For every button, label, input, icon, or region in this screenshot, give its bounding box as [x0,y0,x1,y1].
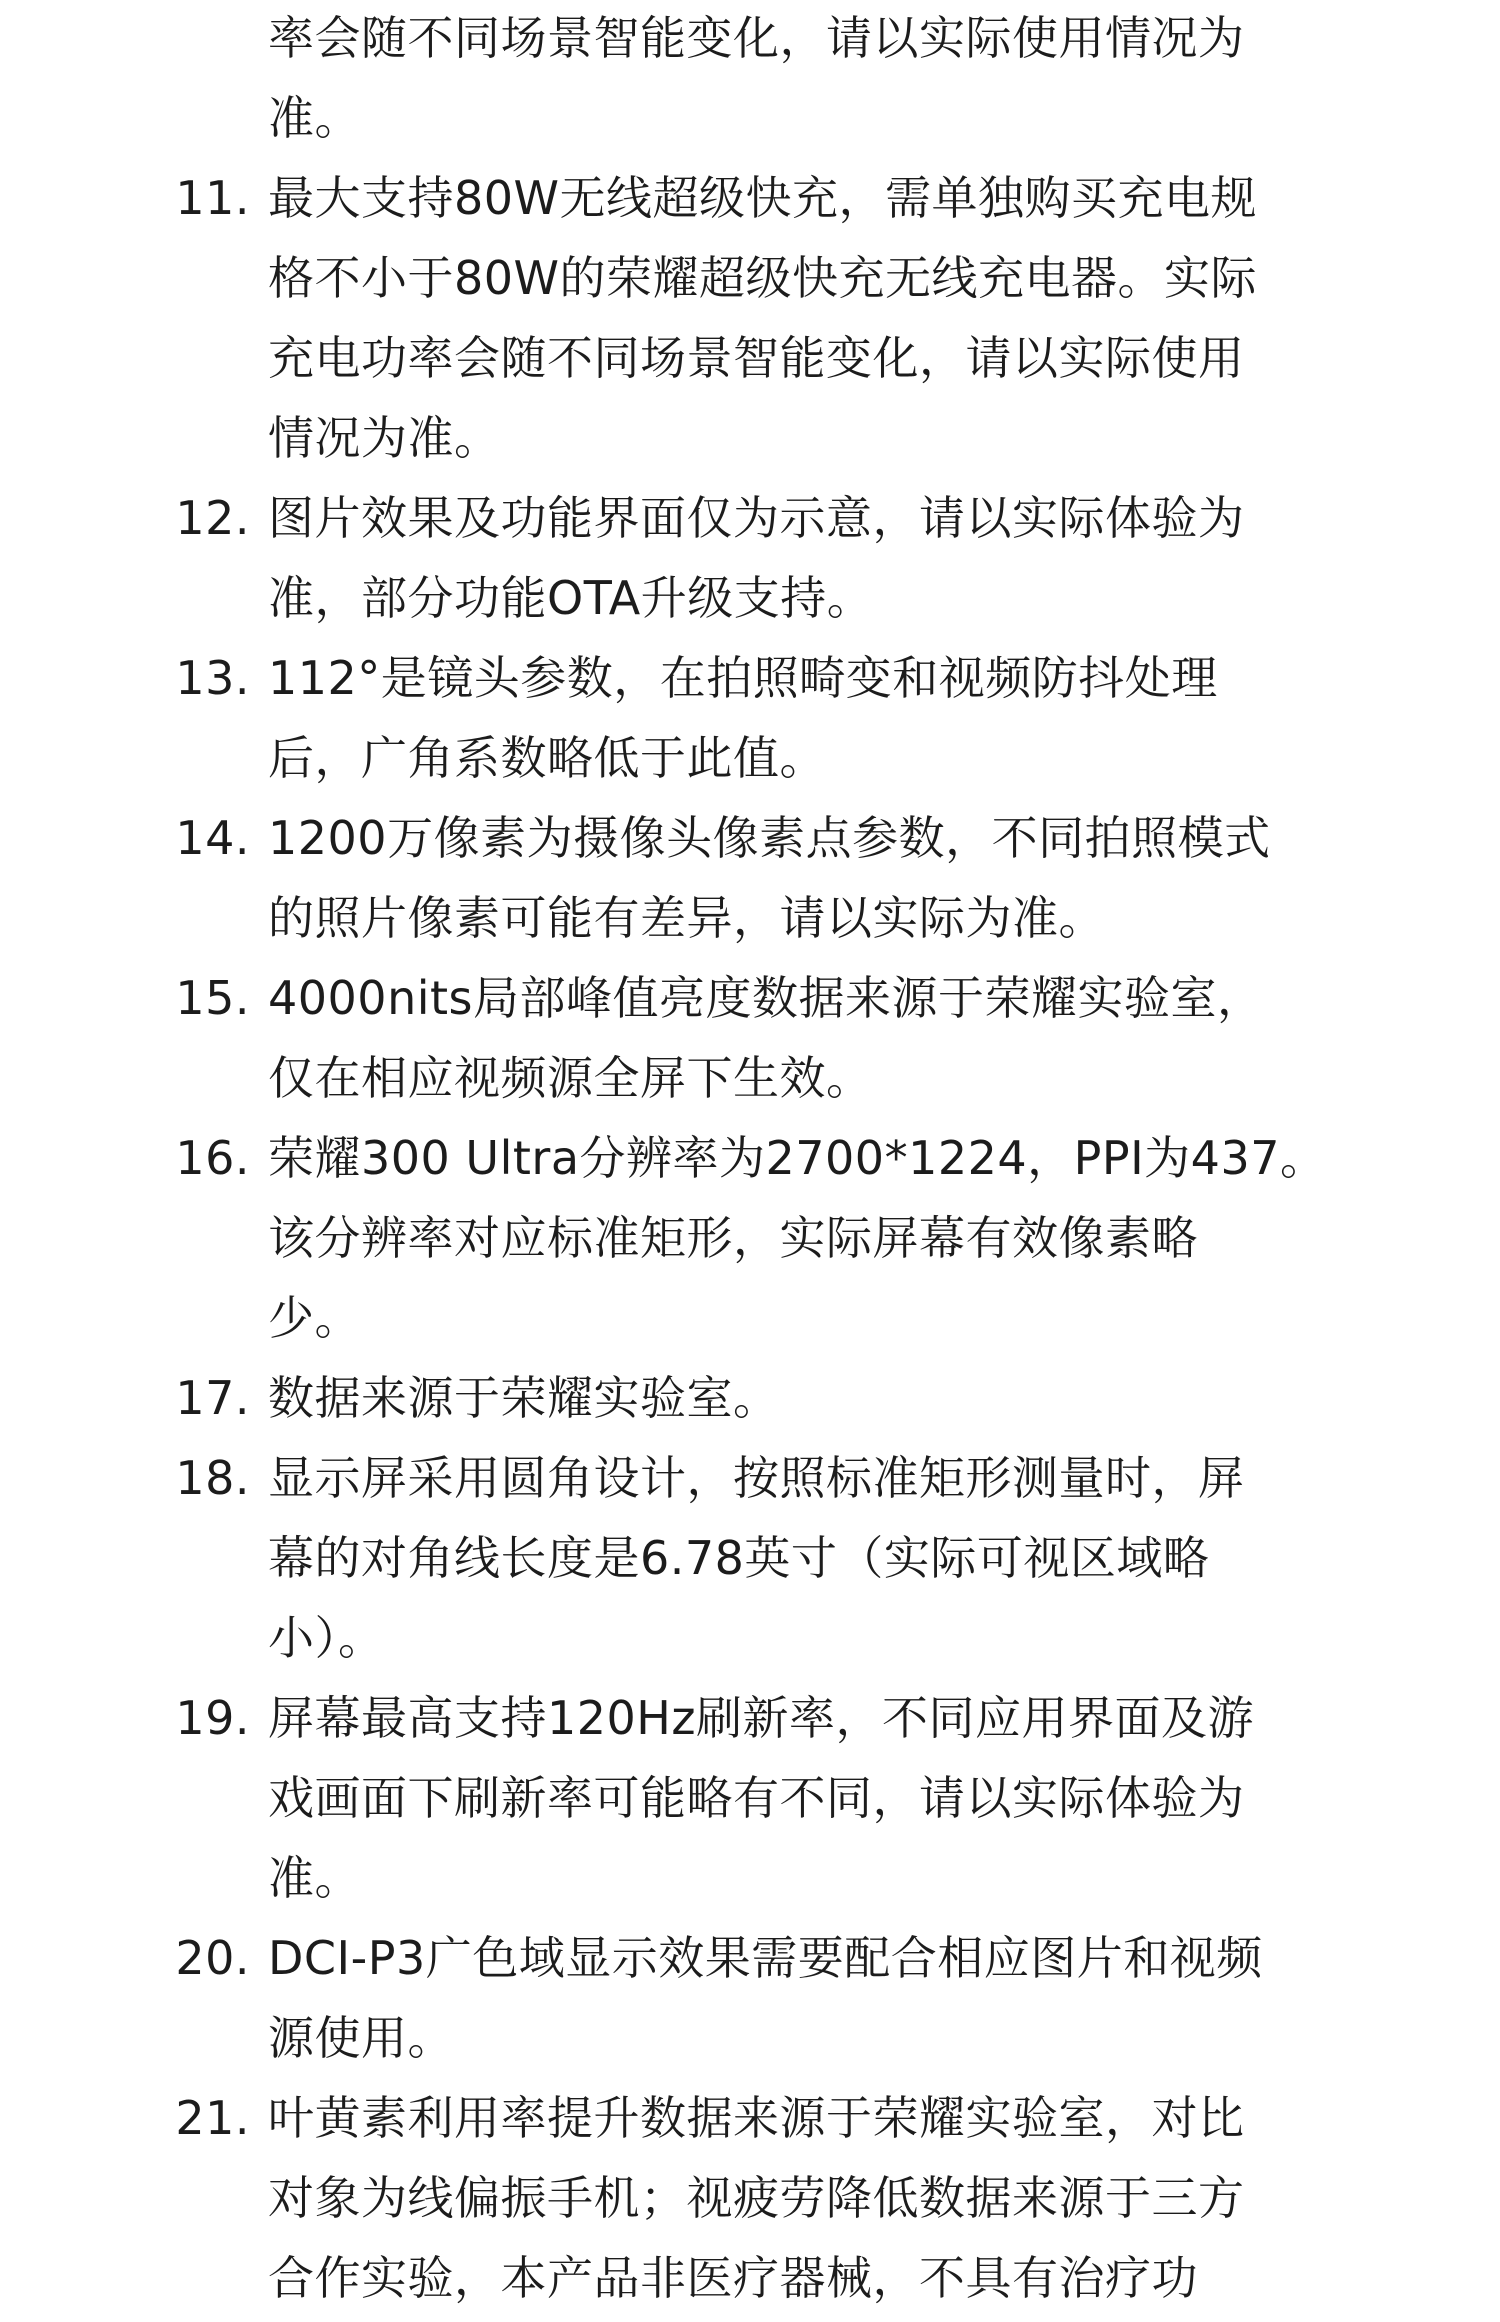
footnote-text [268,1678,1468,1918]
footnote-text-line: 率会随不同场景智能变化，请以实际使用情况为 [268,11,1245,65]
footnote-item [0,158,1500,478]
footnote-text-line: 戏画面下刷新率可能略有不同，请以实际体验为 [268,1771,1245,1825]
footnote-text-line: 对象为线偏振手机；视疲劳降低数据来源于三方 [268,2171,1245,2225]
footnote-text-line: 格不小于80W的荣耀超级快充无线充电器。实际 [268,251,1258,305]
footnote-text-line: 显示屏采用圆角设计，按照标准矩形测量时，屏 [268,1451,1245,1505]
footnote-number: 15. [175,971,250,1025]
footnote-text-line: 少。 [268,1291,361,1345]
footnote-item [0,1358,1500,1438]
footnote-text-line: 仅在相应视频源全屏下生效。 [268,1051,873,1105]
footnote-text-line: 数据来源于荣耀实验室。 [268,1371,780,1425]
footnote-number: 17. [175,1371,250,1425]
footnote-number: 20. [175,1931,250,1985]
footnote-text-line: DCI-P3广色域显示效果需要配合相应图片和视频 [268,1931,1263,1985]
footnote-number: 21. [175,2091,250,2145]
footnote-text [268,478,1468,638]
footnote-text-line: 情况为准。 [268,411,501,465]
footnote-text [268,638,1468,798]
footnote-text-line: 准。 [268,1851,361,1905]
footnote-text-line: 荣耀300 Ultra分辨率为2700*1224，PPI为437。 [268,1131,1327,1185]
footnote-number: 11. [175,171,250,225]
footnote-number: 19. [175,1691,250,1745]
footnote-text-line: 4000nits局部峰值亮度数据来源于荣耀实验室， [268,971,1264,1025]
footnote-text [268,1358,1468,1438]
footnote-text-line: 源使用。 [268,2011,454,2065]
footnote-text [268,798,1468,958]
footnote-text-line: 合作实验，本产品非医疗器械，不具有治疗功 [268,2251,1198,2305]
footnote-item [0,958,1500,1118]
footnote-item [0,1678,1500,1918]
footnote-text-line: 充电功率会随不同场景智能变化，请以实际使用 [268,331,1245,385]
footnote-text [268,1918,1468,2078]
footnote-item [0,798,1500,958]
footnote-text-line: 准，部分功能OTA升级支持。 [268,571,874,625]
footnote-text-line: 屏幕最高支持120Hz刷新率，不同应用界面及游 [268,1691,1255,1745]
footnote-text [268,1118,1468,1358]
footnote-text [268,158,1468,478]
footnote-number: 18. [175,1451,250,1505]
footnote-text-line: 图片效果及功能界面仅为示意，请以实际体验为 [268,491,1245,545]
footnote-text-line: 叶黄素利用率提升数据来源于荣耀实验室，对比 [268,2091,1245,2145]
footnote-item [0,2078,1500,2318]
footnote-text [268,1438,1468,1678]
footnote-item [0,638,1500,798]
footnote-item [0,1918,1500,2078]
footnote-text-line: 112°是镜头参数，在拍照畸变和视频防抖处理 [268,651,1218,705]
footnote-text-line: 该分辨率对应标准矩形，实际屏幕有效像素略 [268,1211,1198,1265]
footnote-item [0,1438,1500,1678]
footnote-item [0,1118,1500,1358]
footnote-number: 14. [175,811,250,865]
footnote-text-line: 1200万像素为摄像头像素点参数，不同拍照模式 [268,811,1271,865]
footnote-number: 12. [175,491,250,545]
footnote-text [268,0,1468,158]
footnote-item [0,0,1500,158]
footnote-number: 13. [175,651,250,705]
footnote-text-line: 小）。 [268,1611,385,1665]
footnote-text-line: 幕的对角线长度是6.78英寸（实际可视区域略 [268,1531,1210,1585]
footnote-text-line: 后，广角系数略低于此值。 [268,731,826,785]
footnote-text-line: 最大支持80W无线超级快充，需单独购买充电规 [268,171,1258,225]
footnote-text-line: 准。 [268,91,361,145]
footnote-text [268,2078,1468,2318]
footnote-text-line: 的照片像素可能有差异，请以实际为准。 [268,891,1105,945]
footnote-number: 16. [175,1131,250,1185]
footnote-text [268,958,1468,1118]
footnote-item [0,478,1500,638]
